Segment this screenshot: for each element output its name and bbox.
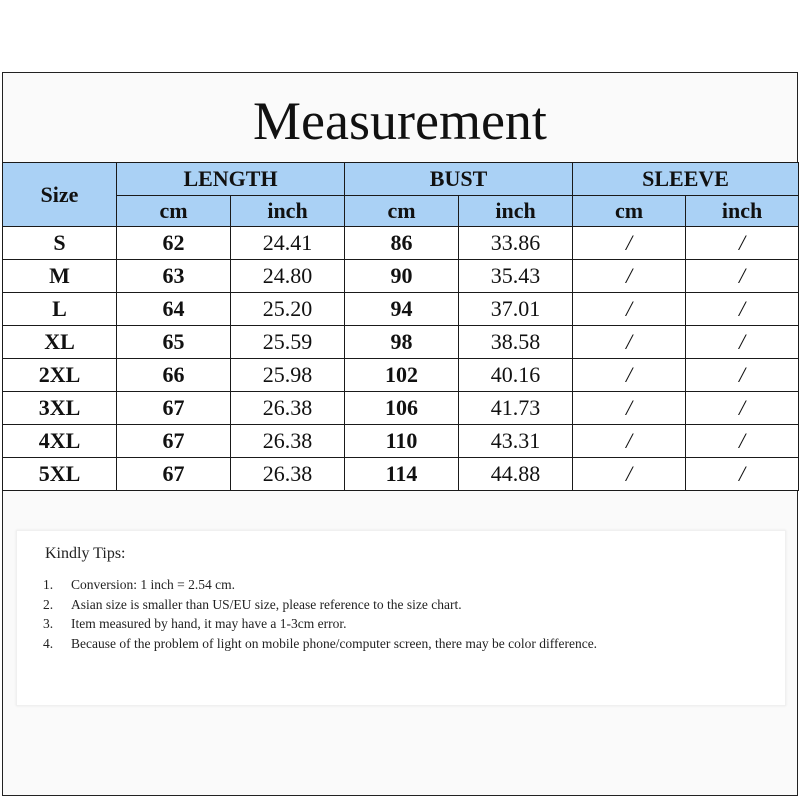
tip-text: Item measured by hand, it may have a 1-3cm error.: [71, 616, 347, 631]
size-table: [2, 162, 799, 491]
size-cell: 5XL: [3, 458, 117, 491]
inch-value-cell: 26.38: [231, 425, 345, 458]
inch-value-cell: 26.38: [231, 458, 345, 491]
cm-value-cell: 114: [345, 458, 459, 491]
sleeve-value-cell: /: [686, 359, 799, 392]
bust-header: BUST: [345, 163, 573, 196]
sleeve-value-cell: /: [686, 392, 799, 425]
size-cell: S: [3, 227, 117, 260]
sleeve-value-cell: /: [686, 458, 799, 491]
cm-value-cell: 63: [117, 260, 231, 293]
page-title: Measurement: [253, 91, 547, 151]
sleeve-value-cell: /: [686, 227, 799, 260]
table-row: [3, 293, 799, 326]
sleeve-value-cell: /: [686, 326, 799, 359]
tips-box: [16, 530, 786, 706]
length-header: LENGTH: [117, 163, 345, 196]
size-cell: 3XL: [3, 392, 117, 425]
tip-text: Because of the problem of light on mobile phone/computer screen, there may be color difference.: [71, 635, 598, 651]
inch-value-cell: 44.88: [459, 458, 573, 491]
tip-text: Conversion: 1 inch = 2.54 cm.: [71, 577, 235, 592]
table-row: [3, 458, 799, 491]
unit-header: inch: [231, 196, 345, 227]
inch-value-cell: 26.38: [231, 392, 345, 425]
inch-value-cell: 40.16: [459, 359, 573, 392]
table-row: [3, 326, 799, 359]
inch-value-cell: 25.59: [231, 326, 345, 359]
sleeve-value-cell: /: [573, 458, 686, 491]
size-cell: M: [3, 260, 117, 293]
inch-value-cell: 37.01: [459, 293, 573, 326]
sleeve-value-cell: /: [686, 425, 799, 458]
sleeve-value-cell: /: [686, 293, 799, 326]
inch-value-cell: 25.20: [231, 293, 345, 326]
sleeve-header: SLEEVE: [573, 163, 799, 196]
tip-number: 2.: [43, 596, 54, 612]
size-cell: 4XL: [3, 425, 117, 458]
tip-item: [43, 595, 733, 615]
sleeve-value-cell: /: [686, 260, 799, 293]
tip-number: 1.: [43, 577, 54, 592]
cm-value-cell: 98: [345, 326, 459, 359]
sleeve-value-cell: /: [573, 425, 686, 458]
cm-value-cell: 90: [345, 260, 459, 293]
cm-value-cell: 65: [117, 326, 231, 359]
cm-value-cell: 67: [117, 425, 231, 458]
tip-number: 3.: [43, 616, 54, 631]
cm-value-cell: 67: [117, 392, 231, 425]
inch-value-cell: 35.43: [459, 260, 573, 293]
table-row: [3, 392, 799, 425]
table-row: [3, 359, 799, 392]
sleeve-value-cell: /: [573, 392, 686, 425]
unit-header: inch: [459, 196, 573, 227]
table-row: [3, 425, 799, 458]
size-cell: XL: [3, 326, 117, 359]
inch-value-cell: 38.58: [459, 326, 573, 359]
cm-value-cell: 102: [345, 359, 459, 392]
inch-value-cell: 43.31: [459, 425, 573, 458]
inch-value-cell: 41.73: [459, 392, 573, 425]
cm-value-cell: 64: [117, 293, 231, 326]
tip-item: [43, 614, 733, 634]
sleeve-value-cell: /: [573, 326, 686, 359]
tip-number: 4.: [43, 635, 54, 651]
unit-header: cm: [573, 196, 686, 227]
table-body: [3, 227, 799, 491]
unit-header: inch: [686, 196, 799, 227]
inch-value-cell: 24.80: [231, 260, 345, 293]
cm-value-cell: 62: [117, 227, 231, 260]
tips-list: [43, 575, 733, 653]
cm-value-cell: 110: [345, 425, 459, 458]
unit-header: cm: [345, 196, 459, 227]
size-cell: 2XL: [3, 359, 117, 392]
inch-value-cell: 33.86: [459, 227, 573, 260]
tips-title: Kindly Tips:: [45, 545, 126, 562]
tip-item: [43, 575, 733, 595]
sleeve-value-cell: /: [573, 293, 686, 326]
inch-value-cell: 24.41: [231, 227, 345, 260]
table-row: [3, 260, 799, 293]
sleeve-value-cell: /: [573, 359, 686, 392]
sleeve-value-cell: /: [573, 260, 686, 293]
cm-value-cell: 67: [117, 458, 231, 491]
sleeve-value-cell: /: [573, 227, 686, 260]
cm-value-cell: 86: [345, 227, 459, 260]
cm-value-cell: 66: [117, 359, 231, 392]
cm-value-cell: 94: [345, 293, 459, 326]
tip-item: [43, 634, 733, 654]
size-cell: L: [3, 293, 117, 326]
unit-header: cm: [117, 196, 231, 227]
size-header: Size: [3, 163, 117, 227]
table-row: [3, 227, 799, 260]
inch-value-cell: 25.98: [231, 359, 345, 392]
cm-value-cell: 106: [345, 392, 459, 425]
tip-text: Asian size is smaller than US/EU size, please reference to the size chart.: [71, 596, 462, 612]
